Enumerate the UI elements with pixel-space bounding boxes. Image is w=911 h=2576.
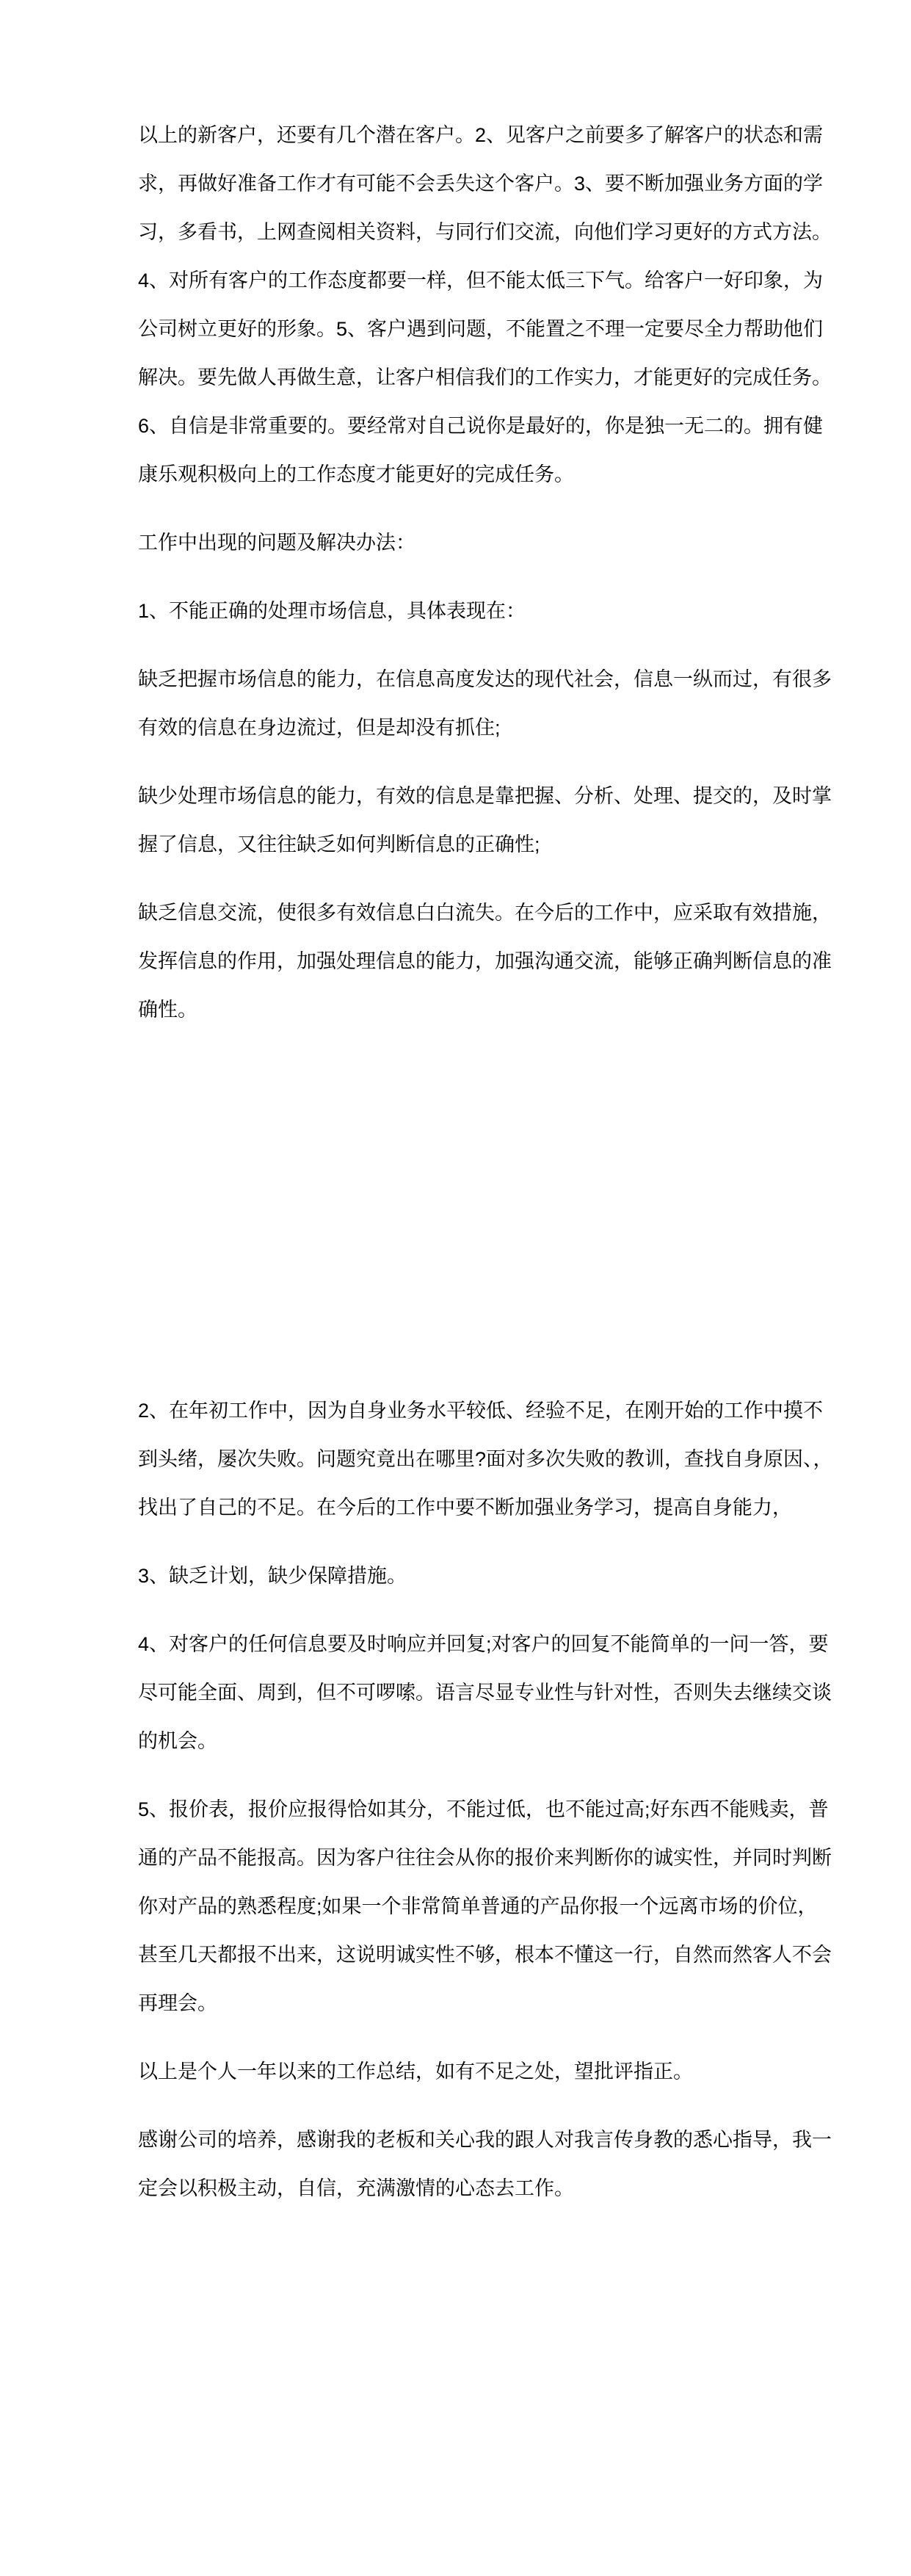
text-line: 3、缺乏计划，缺少保障措施。 (138, 1565, 407, 1587)
text-line: 缺乏把握市场信息的能力，在信息高度发达的现代社会，信息一纵而过，有很多 (138, 668, 832, 690)
text-line: 求，再做好准备工作才有可能不会丢失这个客户。3、要不断加强业务方面的学 (138, 173, 824, 195)
text-line: 有效的信息在身边流过，但是却没有抓住; (138, 717, 501, 739)
text-line: 以上是个人一年以来的工作总结，如有不足之处，望批评指正。 (138, 2061, 693, 2083)
text-line: 再理会。 (138, 1992, 217, 2014)
paragraph-lack-grasp-info (138, 655, 857, 752)
text-line: 确性。 (138, 999, 197, 1021)
text-line: 发挥信息的作用，加强处理信息的能力，加强沟通交流，能够正确判断信息的准 (138, 950, 832, 972)
text-line: 感谢公司的培养，感谢我的老板和关心我的跟人对我言传身教的悉心指导，我一 (138, 2129, 832, 2151)
text-line: 到头绪，屡次失败。问题究竟出在哪里?面对多次失败的教训，查找自身原因、， (138, 1448, 833, 1470)
text-line: 你对产品的熟悉程度;如果一个非常简单普通的产品你报一个远离市场的价位， (138, 1895, 818, 1917)
text-line: 2、在年初工作中，因为自身业务水平较低、经验不足，在刚开始的工作中摸不 (138, 1400, 824, 1422)
paragraph-problem-1-heading (138, 587, 857, 635)
text-line: 4、对客户的任何信息要及时响应并回复;对客户的回复不能简单的一问一答，要 (138, 1633, 829, 1655)
paragraph-problem-5-quotation (138, 1785, 857, 2027)
text-line: 握了信息，又往往缺乏如何判断信息的正确性; (138, 833, 540, 855)
paragraph-lack-process-info (138, 772, 857, 869)
paragraph-lack-info-exchange (138, 889, 857, 1034)
text-line: 缺乏信息交流，使很多有效信息白白流失。在今后的工作中，应采取有效措施， (138, 902, 832, 924)
text-line: 通的产品不能报高。因为客户往往会从你的报价来判断你的诚实性，并同时判断 (138, 1847, 832, 1869)
paragraph-problems-heading (138, 518, 857, 567)
text-line: 的机会。 (138, 1730, 217, 1752)
document-content (138, 111, 857, 2232)
text-line: 工作中出现的问题及解决办法： (138, 532, 415, 554)
text-line: 解决。要先做人再做生意，让客户相信我们的工作实力，才能更好的完成任务。 (138, 366, 832, 388)
text-line: 习，多看书，上网查阅相关资料，与同行们交流，向他们学习更好的方式方法。 (138, 221, 832, 243)
text-line: 1、不能正确的处理市场信息，具体表现在： (138, 600, 526, 622)
text-line: 找出了自己的不足。在今后的工作中要不断加强业务学习，提高自身能力， (138, 1497, 792, 1519)
text-line: 以上的新客户，还要有几个潜在客户。2、见客户之前要多了解客户的状态和需 (138, 124, 824, 146)
text-line: 康乐观积极向上的工作态度才能更好的完成任务。 (138, 463, 574, 485)
text-line: 公司树立更好的形象。5、客户遇到问题，不能置之不理一定要尽全力帮助他们 (138, 318, 824, 340)
text-line: 5、报价表，报价应报得恰如其分，不能过低，也不能过高;好东西不能贱卖，普 (138, 1798, 829, 1820)
text-line: 尽可能全面、周到，但不可啰嗦。语言尽显专业性与针对性，否则失去继续交谈 (138, 1682, 832, 1704)
paragraph-problem-3 (138, 1552, 857, 1600)
text-line: 缺少处理市场信息的能力，有效的信息是靠把握、分析、处理、提交的，及时掌 (138, 785, 832, 807)
text-line: 定会以积极主动，自信，充满激情的心态去工作。 (138, 2177, 574, 2199)
text-line: 4、对所有客户的工作态度都要一样，但不能太低三下气。给客户一好印象，为 (138, 269, 824, 292)
paragraph-thanks (138, 2116, 857, 2213)
paragraph-customer-tips (138, 111, 857, 499)
text-line: 甚至几天都报不出来，这说明诚实性不够，根本不懂这一行，自然而然客人不会 (138, 1944, 832, 1966)
paragraph-problem-2 (138, 1386, 857, 1532)
paragraph-summary-closing (138, 2047, 857, 2096)
paragraph-problem-4 (138, 1620, 857, 1765)
text-line: 6、自信是非常重要的。要经常对自己说你是最好的，你是独一无二的。拥有健 (138, 415, 824, 437)
